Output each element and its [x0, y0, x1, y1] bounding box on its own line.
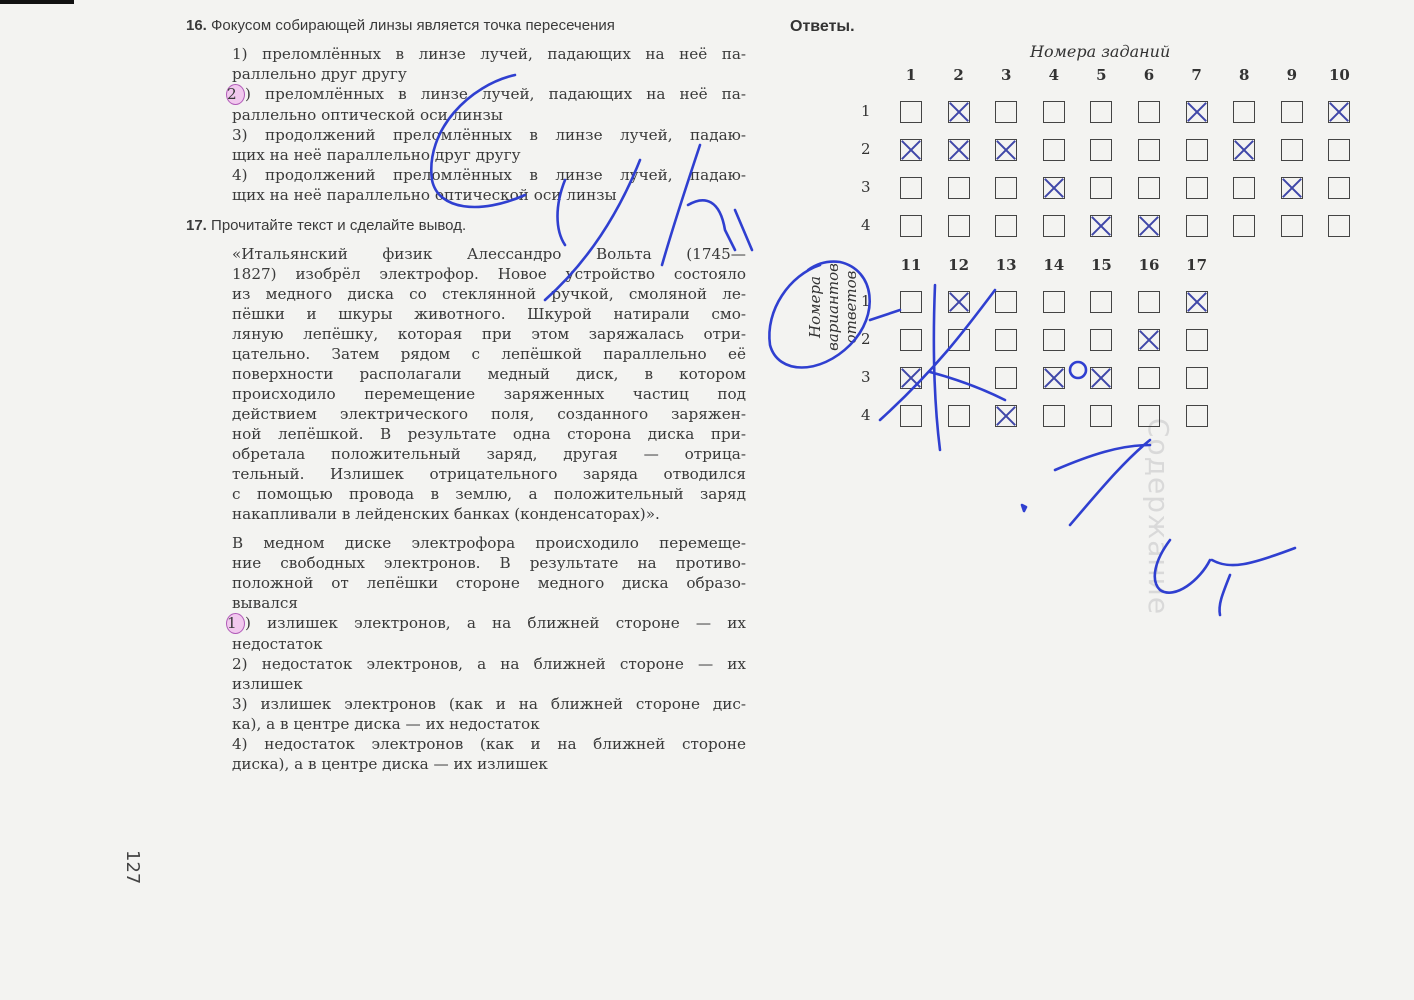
answer-checkbox-task-12-variant-1[interactable]	[948, 291, 970, 313]
answer-checkbox-task-5-variant-3[interactable]	[1090, 177, 1112, 199]
answer-checkbox-task-4-variant-2[interactable]	[1043, 139, 1065, 161]
answer-checkbox-task-4-variant-3[interactable]	[1043, 177, 1065, 199]
answer-variants-label-line-2: вариантов ответов	[824, 263, 860, 351]
q17-option-3-line-1: 3) излишек электронов (как и на ближней стороне дис-	[232, 695, 746, 713]
answer-checkbox-task-17-variant-3[interactable]	[1186, 367, 1208, 389]
q16-option-1-line-1: 1) преломлённых в линзе лучей, падающих на неё па-	[232, 45, 746, 63]
question-16-header	[186, 16, 615, 36]
scribble-k	[880, 285, 1005, 450]
answer-checkbox-task-2-variant-3[interactable]	[948, 177, 970, 199]
q17text-line: ной лепёшкой. В результате одна сторона диска при-	[232, 425, 746, 443]
question-17-header	[186, 216, 466, 236]
answer-checkbox-task-8-variant-2[interactable]	[1233, 139, 1255, 161]
answer-checkbox-task-16-variant-1[interactable]	[1138, 291, 1160, 313]
answer-checkbox-task-7-variant-2[interactable]	[1186, 139, 1208, 161]
task-number-16: 16	[1138, 256, 1160, 274]
question-17-options	[227, 613, 746, 774]
q17text-line: пёшки и шкуры животного. Шкурой натирали смо-	[232, 305, 746, 323]
q17-option-3-line-2: ка), а в центре диска — их недостаток	[232, 715, 540, 733]
answer-checkbox-task-1-variant-4[interactable]	[900, 215, 922, 237]
variant-number: 2	[861, 330, 871, 348]
answer-checkbox-task-2-variant-4[interactable]	[948, 215, 970, 237]
answer-checkbox-task-5-variant-4[interactable]	[1090, 215, 1112, 237]
answer-checkbox-task-8-variant-4[interactable]	[1233, 215, 1255, 237]
answers-title: Ответы.	[790, 18, 855, 35]
answer-checkbox-task-8-variant-3[interactable]	[1233, 177, 1255, 199]
variant-number: 3	[861, 368, 871, 386]
q17text-line: из медного диска со стеклянной ручкой, смоляной ле-	[232, 285, 746, 303]
q17-option-1-line-2: недостаток	[232, 635, 323, 653]
variant-number: 2	[861, 140, 871, 158]
variant-number: 4	[861, 406, 871, 424]
answer-checkbox-task-11-variant-3[interactable]	[900, 367, 922, 389]
q17text-line: цательно. Затем рядом с лепёшкой параллельно её	[232, 345, 746, 363]
answer-checkbox-task-1-variant-2[interactable]	[900, 139, 922, 161]
question-17-conclusion	[232, 533, 746, 613]
q17-option-4-line-1: 4) недостаток электронов (как и на ближней стороне	[232, 735, 746, 753]
answer-checkbox-task-17-variant-1[interactable]	[1186, 291, 1208, 313]
answer-checkbox-task-15-variant-1[interactable]	[1090, 291, 1112, 313]
answer-checkbox-task-3-variant-3[interactable]	[995, 177, 1017, 199]
task-number-2: 2	[953, 66, 964, 84]
q17text-line: «Итальянский физик Алессандро Вольта (1745—	[232, 245, 746, 263]
task-number-5: 5	[1096, 66, 1107, 84]
selected-answer-marker: 2	[226, 84, 245, 105]
task-number-1: 1	[905, 66, 917, 84]
q17text-line: тельный. Излишек отрицательного заряда отводился	[232, 465, 746, 483]
answer-checkbox-task-10-variant-3[interactable]	[1328, 177, 1350, 199]
answer-checkbox-task-17-variant-4[interactable]	[1186, 405, 1208, 427]
task-number-9: 9	[1286, 66, 1298, 84]
task-number-7: 7	[1191, 66, 1202, 84]
page-number: 127	[122, 850, 143, 885]
q17-option-1-line-1: 1 ) излишек электронов, а на ближней стороне — их	[227, 614, 746, 632]
answer-checkbox-task-9-variant-1[interactable]	[1281, 101, 1303, 123]
answer-checkbox-task-1-variant-1[interactable]	[900, 101, 922, 123]
task-number-6: 6	[1143, 66, 1155, 84]
answer-variants-label	[806, 227, 860, 387]
task-number-10: 10	[1328, 66, 1350, 84]
answer-checkbox-task-8-variant-1[interactable]	[1233, 101, 1255, 123]
answer-checkbox-task-13-variant-2[interactable]	[995, 329, 1017, 351]
q16-option-2-text: преломлённых в линзе лучей, падающих на неё па-	[265, 85, 746, 103]
scribble-small-circle	[1070, 362, 1086, 378]
answer-checkbox-task-6-variant-1[interactable]	[1138, 101, 1160, 123]
answer-variants-label-line-1: Номера	[806, 276, 824, 338]
task-number-3: 3	[1000, 66, 1012, 84]
q16-option-3-line-1: 3) продолжений преломлённых в линзе лучей, падаю-	[232, 126, 746, 144]
q17-option-2-line-1: 2) недостаток электронов, а на ближней стороне — их	[232, 655, 746, 673]
answer-checkbox-task-14-variant-2[interactable]	[1043, 329, 1065, 351]
q17text-line: 1827) изобрёл электрофор. Новое устройство состояло	[232, 265, 746, 283]
answer-checkbox-task-6-variant-2[interactable]	[1138, 139, 1160, 161]
q17concl-line: ние свободных электронов. В результате на противо-	[232, 554, 746, 572]
answer-checkbox-task-10-variant-2[interactable]	[1328, 139, 1350, 161]
answer-checkbox-task-14-variant-1[interactable]	[1043, 291, 1065, 313]
answer-checkbox-task-15-variant-2[interactable]	[1090, 329, 1112, 351]
task-number-8: 8	[1238, 66, 1250, 84]
answer-checkbox-task-11-variant-2[interactable]	[900, 329, 922, 351]
q16-option-2-line-1: 2 ) преломлённых в линзе лучей, падающих на неё па-	[227, 85, 746, 103]
scribble-r	[1055, 440, 1150, 525]
question-16-number: 16.	[186, 17, 207, 34]
q17text-line: поверхности располагали медный диск, в котором	[232, 365, 746, 383]
answer-checkbox-task-10-variant-1[interactable]	[1328, 101, 1350, 123]
question-17-number: 17.	[186, 217, 207, 234]
answer-checkbox-task-16-variant-3[interactable]	[1138, 367, 1160, 389]
q16-option-1-line-2: раллельно друг другу	[232, 65, 407, 83]
q16-option-4-line-2: щих на неё параллельно оптической оси линзы	[232, 186, 617, 204]
answer-checkbox-task-16-variant-4[interactable]	[1138, 405, 1160, 427]
question-16-prompt: Фокусом собирающей линзы является точка пересечения	[211, 17, 615, 34]
task-number-11: 11	[900, 256, 922, 274]
task-number-4: 4	[1048, 66, 1060, 84]
q17-option-1-text: излишек электронов, а на ближней стороне — их	[267, 614, 746, 632]
q17text-line: действием электрического поля, созданного заряжен-	[232, 405, 746, 423]
q17-option-2-line-2: излишек	[232, 675, 303, 693]
answer-checkbox-task-15-variant-3[interactable]	[1090, 367, 1112, 389]
answer-checkbox-task-14-variant-3[interactable]	[1043, 367, 1065, 389]
answer-checkbox-task-9-variant-4[interactable]	[1281, 215, 1303, 237]
scribble-u-tail	[1219, 575, 1230, 615]
answer-checkbox-task-12-variant-4[interactable]	[948, 405, 970, 427]
answer-checkbox-task-4-variant-1[interactable]	[1043, 101, 1065, 123]
variant-number: 1	[861, 102, 871, 120]
answer-checkbox-task-5-variant-2[interactable]	[1090, 139, 1112, 161]
answer-checkbox-task-9-variant-3[interactable]	[1281, 177, 1303, 199]
answer-checkbox-task-11-variant-4[interactable]	[900, 405, 922, 427]
answer-checkbox-task-13-variant-1[interactable]	[995, 291, 1017, 313]
q17text-line: ляную лепёшку, которая при этом заряжалась отри-	[232, 325, 746, 343]
scribble-u	[1155, 540, 1295, 593]
answer-checkbox-task-5-variant-1[interactable]	[1090, 101, 1112, 123]
answer-checkbox-task-7-variant-1[interactable]	[1186, 101, 1208, 123]
q17concl-line: положной от лепёшки стороне медного диска образо-	[232, 574, 746, 592]
answer-checkbox-task-13-variant-3[interactable]	[995, 367, 1017, 389]
answer-checkbox-task-13-variant-4[interactable]	[995, 405, 1017, 427]
question-17-prompt: Прочитайте текст и сделайте вывод.	[211, 217, 467, 234]
variant-number: 3	[861, 178, 871, 196]
scribble-dash	[870, 310, 900, 320]
task-number-13: 13	[995, 256, 1017, 274]
task-numbers-label: Номера заданий	[1030, 42, 1171, 61]
task-number-15: 15	[1090, 256, 1112, 274]
answer-checkbox-task-12-variant-2[interactable]	[948, 329, 970, 351]
q17text-line: с помощью провода в землю, а положительный заряд	[232, 485, 746, 503]
answer-checkbox-task-1-variant-3[interactable]	[900, 177, 922, 199]
variant-number: 4	[861, 216, 871, 234]
question-17-passage	[232, 244, 746, 524]
answer-checkbox-task-4-variant-4[interactable]	[1043, 215, 1065, 237]
answer-checkbox-task-3-variant-2[interactable]	[995, 139, 1017, 161]
answer-checkbox-task-7-variant-3[interactable]	[1186, 177, 1208, 199]
answer-checkbox-task-17-variant-2[interactable]	[1186, 329, 1208, 351]
answer-checkbox-task-6-variant-4[interactable]	[1138, 215, 1160, 237]
task-number-12: 12	[948, 256, 970, 274]
answer-checkbox-task-14-variant-4[interactable]	[1043, 405, 1065, 427]
q17text-line: накапливали в лейденских банках (конденсаторах)».	[232, 505, 660, 523]
q16-option-3-line-2: щих на неё параллельно друг другу	[232, 146, 521, 164]
answer-checkbox-task-11-variant-1[interactable]	[900, 291, 922, 313]
variant-number: 1	[861, 292, 871, 310]
answer-checkbox-task-3-variant-1[interactable]	[995, 101, 1017, 123]
answer-checkbox-task-15-variant-4[interactable]	[1090, 405, 1112, 427]
q17-option-4-line-2: диска), а в центре диска — их излишек	[232, 755, 548, 773]
task-number-14: 14	[1043, 256, 1065, 274]
q16-option-2-line-2: раллельно оптической оси линзы	[232, 106, 503, 124]
bleed-through-text: Содержание	[1142, 417, 1176, 616]
answer-checkbox-task-2-variant-2[interactable]	[948, 139, 970, 161]
q17text-line: происходило перемещение заряженных частиц под	[232, 385, 746, 403]
selected-answer-marker: 1	[226, 613, 245, 634]
answer-checkbox-task-2-variant-1[interactable]	[948, 101, 970, 123]
q16-option-4-line-1: 4) продолжений преломлённых в линзе лучей, падаю-	[232, 166, 746, 184]
answer-checkbox-task-16-variant-2[interactable]	[1138, 329, 1160, 351]
answer-checkbox-task-6-variant-3[interactable]	[1138, 177, 1160, 199]
answer-checkbox-task-10-variant-4[interactable]	[1328, 215, 1350, 237]
answer-checkbox-task-3-variant-4[interactable]	[995, 215, 1017, 237]
answer-checkbox-task-12-variant-3[interactable]	[948, 367, 970, 389]
q17concl-line: В медном диске электрофора происходило перемеще-	[232, 534, 746, 552]
scribble-dot	[1022, 505, 1026, 511]
task-number-17: 17	[1186, 256, 1208, 274]
q17concl-line: вывался	[232, 594, 298, 612]
answer-checkbox-task-9-variant-2[interactable]	[1281, 139, 1303, 161]
answer-checkbox-task-7-variant-4[interactable]	[1186, 215, 1208, 237]
question-16-options	[227, 44, 746, 205]
q17text-line: обретала положительный заряд, другая — отрица-	[232, 445, 746, 463]
